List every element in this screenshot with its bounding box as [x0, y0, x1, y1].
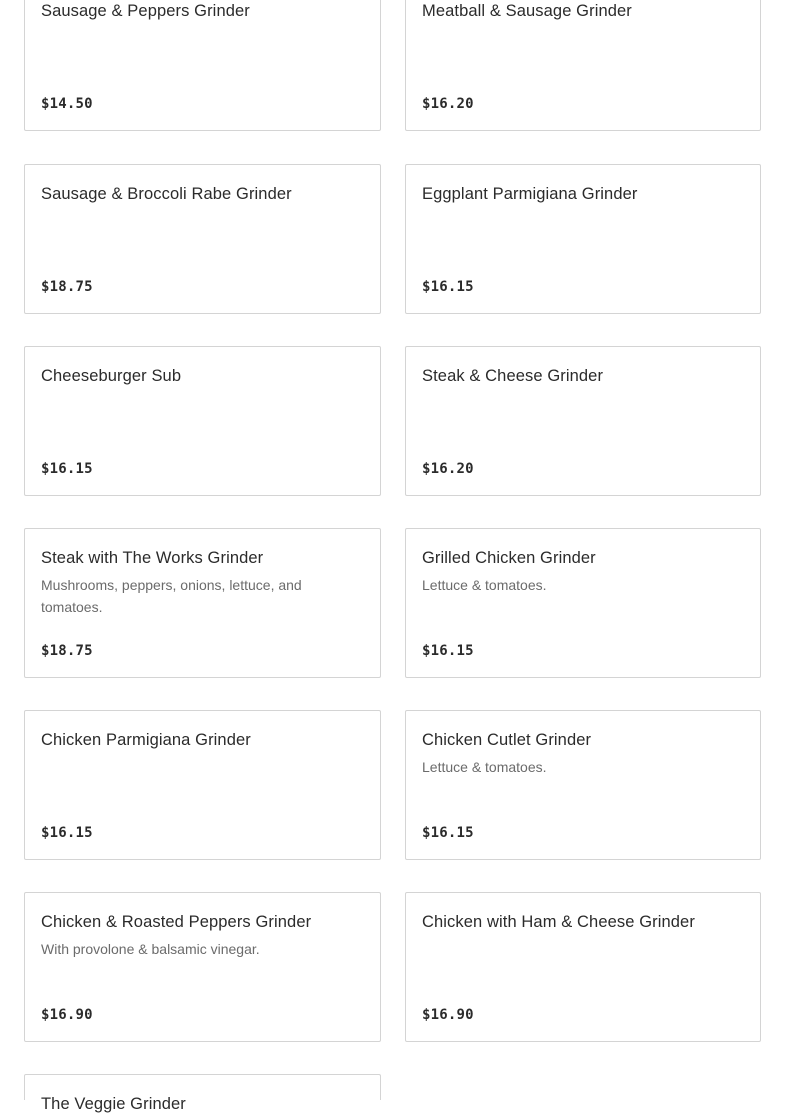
- menu-item-price: $18.75: [41, 279, 93, 295]
- menu-item-price: $16.15: [422, 825, 474, 841]
- menu-item-card[interactable]: [405, 710, 761, 860]
- menu-item-card[interactable]: [405, 892, 761, 1042]
- menu-item-name: Grilled Chicken Grinder: [422, 549, 596, 567]
- menu-item-card[interactable]: [24, 0, 381, 131]
- menu-item-name: Cheeseburger Sub: [41, 367, 182, 385]
- menu-item-price: $16.15: [422, 279, 474, 295]
- menu-item-card[interactable]: [24, 892, 381, 1042]
- menu-item-price: $16.90: [422, 1007, 474, 1023]
- menu-item-card[interactable]: [405, 528, 761, 678]
- menu-item-card[interactable]: [405, 346, 761, 496]
- menu-item-card[interactable]: [24, 164, 381, 314]
- menu-item-card[interactable]: [24, 710, 381, 860]
- menu-item-card[interactable]: [405, 164, 761, 314]
- menu-item-card[interactable]: [24, 346, 381, 496]
- menu-item-name: Chicken Parmigiana Grinder: [41, 731, 251, 749]
- menu-item-price: $16.15: [41, 825, 93, 841]
- menu-item-name: Chicken Cutlet Grinder: [422, 731, 592, 749]
- menu-item-price: $16.15: [422, 643, 474, 659]
- menu-item-price: $16.20: [422, 461, 474, 477]
- menu-item-name: Chicken & Roasted Peppers Grinder: [41, 913, 312, 931]
- menu-item-name: Chicken with Ham & Cheese Grinder: [422, 913, 695, 931]
- menu-item-card[interactable]: [24, 1074, 381, 1113]
- menu-item-description: With provolone & balsamic vinegar.: [41, 941, 260, 957]
- menu-item-card[interactable]: [405, 0, 761, 131]
- menu-item-name: Sausage & Broccoli Rabe Grinder: [41, 185, 292, 203]
- menu-item-description: Mushrooms, peppers, onions, lettuce, and tomatoes.: [41, 577, 302, 615]
- menu-item-price: $16.15: [41, 461, 93, 477]
- menu-item-name: Meatball & Sausage Grinder: [422, 2, 632, 20]
- menu-item-name: Eggplant Parmigiana Grinder: [422, 185, 638, 203]
- menu-item-name: Steak & Cheese Grinder: [422, 367, 604, 385]
- menu-item-price: $16.90: [41, 1007, 93, 1023]
- menu-item-name: Sausage & Peppers Grinder: [41, 2, 250, 20]
- menu-item-price: $14.50: [41, 96, 93, 112]
- menu-item-name: The Veggie Grinder: [41, 1095, 186, 1113]
- menu-item-description: Lettuce & tomatoes.: [422, 759, 547, 775]
- menu-item-price: $18.75: [41, 643, 93, 659]
- menu-item-price: $16.20: [422, 96, 474, 112]
- menu-item-name: Steak with The Works Grinder: [41, 549, 264, 567]
- menu-item-description: Lettuce & tomatoes.: [422, 577, 547, 593]
- menu-item-card[interactable]: [24, 528, 381, 678]
